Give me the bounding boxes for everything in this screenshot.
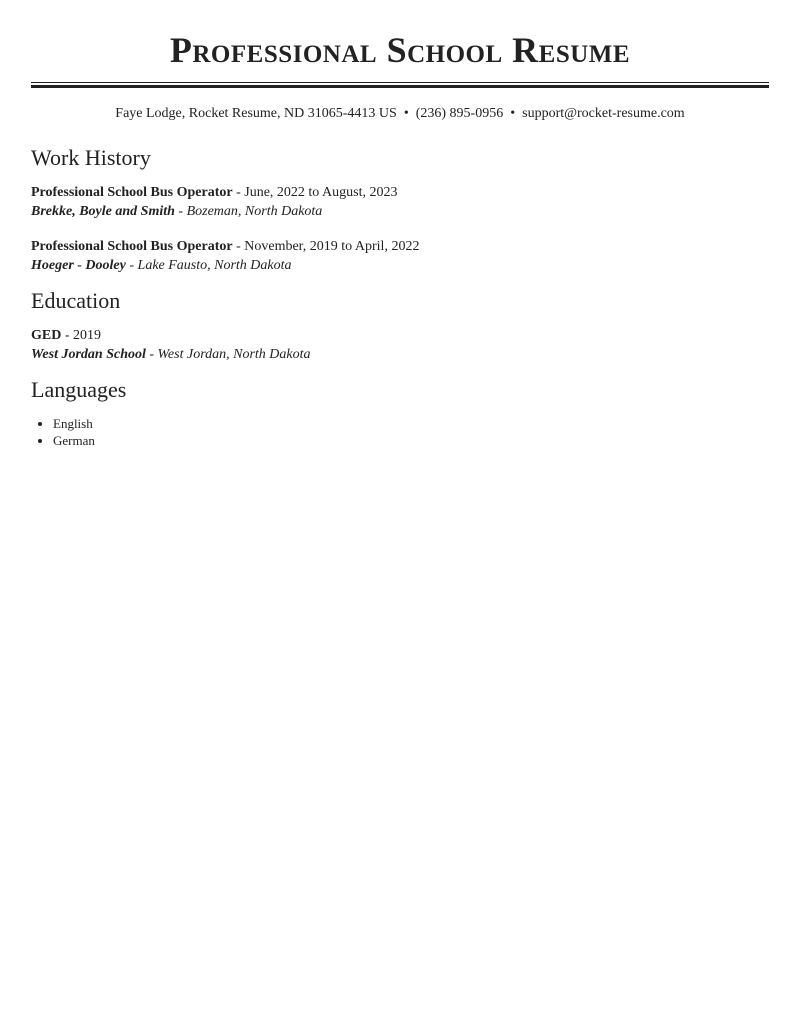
section-heading-work-history: Work History <box>31 145 151 170</box>
work-entry-header <box>31 183 769 202</box>
education-entry-school-line <box>31 345 769 364</box>
employer-name: Brekke, Boyle and Smith <box>31 204 175 219</box>
employer-location: Bozeman, North Dakota <box>186 204 323 219</box>
education-entry-header <box>31 326 769 345</box>
dash: - <box>61 328 74 343</box>
languages-section <box>31 377 769 449</box>
contact-separator: • <box>403 106 409 121</box>
contact-separator: • <box>510 106 516 121</box>
dash: - <box>232 239 245 254</box>
contact-phone: (236) 895-0956 <box>415 106 504 121</box>
work-entry-employer-line <box>31 256 769 275</box>
divider-thin-line <box>31 82 769 83</box>
education-entry <box>31 326 769 364</box>
work-entry <box>31 237 769 275</box>
dash: - <box>232 185 245 200</box>
contact-line <box>31 105 769 123</box>
title-divider <box>31 82 769 88</box>
work-entry-employer-line <box>31 202 769 221</box>
employer-name: Hoeger - Dooley <box>31 258 126 273</box>
language-item: • German <box>53 432 769 449</box>
work-entry-header <box>31 237 769 256</box>
resume-title: Professional School Resume <box>169 30 631 70</box>
work-history-section <box>31 145 769 275</box>
contact-email: support@rocket-resume.com <box>522 106 685 121</box>
section-heading-education: Education <box>31 288 121 313</box>
languages-list <box>31 415 769 449</box>
school-name: West Jordan School <box>31 347 146 362</box>
employer-location: Lake Fausto, North Dakota <box>137 258 292 273</box>
dash: - <box>145 347 158 362</box>
dash: - <box>125 258 138 273</box>
divider-thick-line <box>31 85 769 88</box>
language-item: • English <box>53 415 769 432</box>
job-title: Professional School Bus Operator <box>31 185 233 200</box>
degree: GED <box>31 328 62 343</box>
work-entry <box>31 183 769 221</box>
job-dates: November, 2019 to April, 2022 <box>244 239 420 254</box>
contact-address: Faye Lodge, Rocket Resume, ND 31065-4413 US <box>115 106 397 121</box>
job-dates: June, 2022 to August, 2023 <box>244 185 398 200</box>
school-location: West Jordan, North Dakota <box>157 347 311 362</box>
job-title: Professional School Bus Operator <box>31 239 233 254</box>
section-heading-languages: Languages <box>31 377 127 402</box>
education-section <box>31 288 769 364</box>
dash: - <box>174 204 187 219</box>
graduation-year: 2019 <box>73 328 102 343</box>
